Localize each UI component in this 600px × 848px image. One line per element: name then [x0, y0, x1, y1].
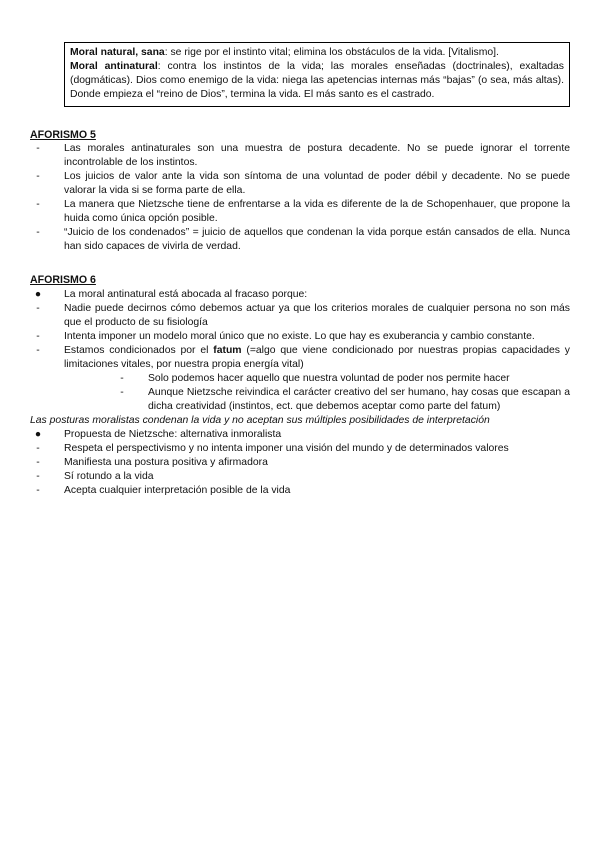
list-item: [30, 198, 570, 226]
item-text: Estamos condicionados por el: [64, 345, 214, 356]
definition-text: : contra los instintos de la vida; las morales enseñadas (doctrinales), exaltadas (dogmáticas). Dios como enemigo de la vida: niega las apetencias internas más “bajas” (o sea, más altas). Donde empieza el “reino de Dios”, termina la vida. El más santo es el castrado.: [70, 61, 564, 100]
list-item-fatum: [30, 344, 570, 372]
item-text: Respeta el perspectivismo y no intenta imponer una visión del mundo y de determinados valores: [64, 443, 509, 454]
list-item: [30, 226, 570, 254]
item-text: Intenta imponer un modelo moral único que no existe. Lo que hay es exuberancia y cambio constante.: [64, 331, 535, 342]
bullet-item: [30, 428, 570, 442]
item-text: Aunque Nietzsche reivindica el carácter creativo del ser humano, hay cosas que escapan a dicha creatividad (instintos, ect. que debemos aceptar como parte del fatum): [148, 387, 570, 412]
note-text: Las posturas moralistas condenan la vida y no aceptan sus múltiples posibilidades de interpretación: [30, 415, 490, 426]
definition-text: : se rige por el instinto vital; elimina los obstáculos de la vida. [Vitalismo].: [164, 47, 499, 58]
item-text: Sí rotundo a la vida: [64, 471, 154, 482]
item-text: Nadie puede decirnos cómo debemos actuar ya que los criterios morales de cualquier persona no son más que el producto de su fisiología: [64, 303, 570, 328]
term-moral-natural: Moral natural, sana: [70, 47, 165, 58]
heading-aforismo-6: AFORISMO 6: [30, 274, 96, 286]
item-text: “Juicio de los condenados” = juicio de aquellos que condenan la vida porque están cansados de ella. Nunca han sido capaces de vivirla de verdad.: [64, 227, 570, 252]
item-text: Los juicios de valor ante la vida son síntoma de una voluntad de poder débil y decadente. No se puede valorar la vida si se forma parte de ella.: [64, 171, 570, 196]
bullet-marker: ●: [34, 429, 42, 440]
item-text: Manifiesta una postura positiva y afirmadora: [64, 457, 268, 468]
item-text: (=algo que viene condicionado por nuestras propias capacidades y limitaciones vitales, por nuestra propia energía vital): [64, 345, 571, 370]
list-item: [30, 456, 570, 470]
dash-marker: -: [36, 331, 40, 342]
dash-marker: -: [120, 387, 124, 398]
item-text: La moral antinatural está abocada al fracaso porque:: [64, 289, 308, 300]
italic-note: [30, 414, 570, 428]
term-moral-antinatural: Moral antinatural: [70, 61, 158, 72]
definition-natural: [70, 46, 564, 60]
list-item: [30, 170, 570, 198]
item-text: Las morales antinaturales son una muestra de postura decadente. No se puede ignorar el torrente incontrolable de los instintos.: [64, 143, 570, 168]
sub-list-item: [30, 386, 570, 414]
sub-list-item: [30, 372, 570, 386]
dash-marker: -: [36, 143, 40, 154]
dash-marker: -: [36, 457, 40, 468]
dash-marker: -: [36, 443, 40, 454]
list-aforismo-5: [30, 142, 570, 254]
dash-marker: -: [36, 171, 40, 182]
item-text: Solo podemos hacer aquello que nuestra voluntad de poder nos permite hacer: [148, 373, 510, 384]
list-item: [30, 142, 570, 170]
dash-marker: -: [36, 303, 40, 314]
item-text: Acepta cualquier interpretación posible de la vida: [64, 485, 291, 496]
dash-marker: -: [120, 373, 124, 384]
definition-antinatural: [70, 60, 564, 102]
item-text: La manera que Nietzsche tiene de enfrentarse a la vida es diferente de la de Schopenhauer, que propone la huida como única opción posible.: [64, 199, 570, 224]
definition-box: [64, 42, 570, 107]
dash-marker: -: [36, 345, 40, 356]
term-fatum: fatum: [213, 345, 242, 356]
list-item: [30, 442, 570, 456]
dash-marker: -: [36, 471, 40, 482]
list-item: [30, 470, 570, 484]
list-item: [30, 330, 570, 344]
dash-marker: -: [36, 199, 40, 210]
dash-marker: -: [36, 227, 40, 238]
bullet-item: [30, 288, 570, 302]
heading-aforismo-5: AFORISMO 5: [30, 129, 96, 141]
dash-marker: -: [36, 485, 40, 496]
list-aforismo-6: [30, 288, 570, 498]
list-item: [30, 302, 570, 330]
item-text: Propuesta de Nietzsche: alternativa inmoralista: [64, 429, 282, 440]
bullet-marker: ●: [34, 289, 42, 300]
list-item: [30, 484, 570, 498]
